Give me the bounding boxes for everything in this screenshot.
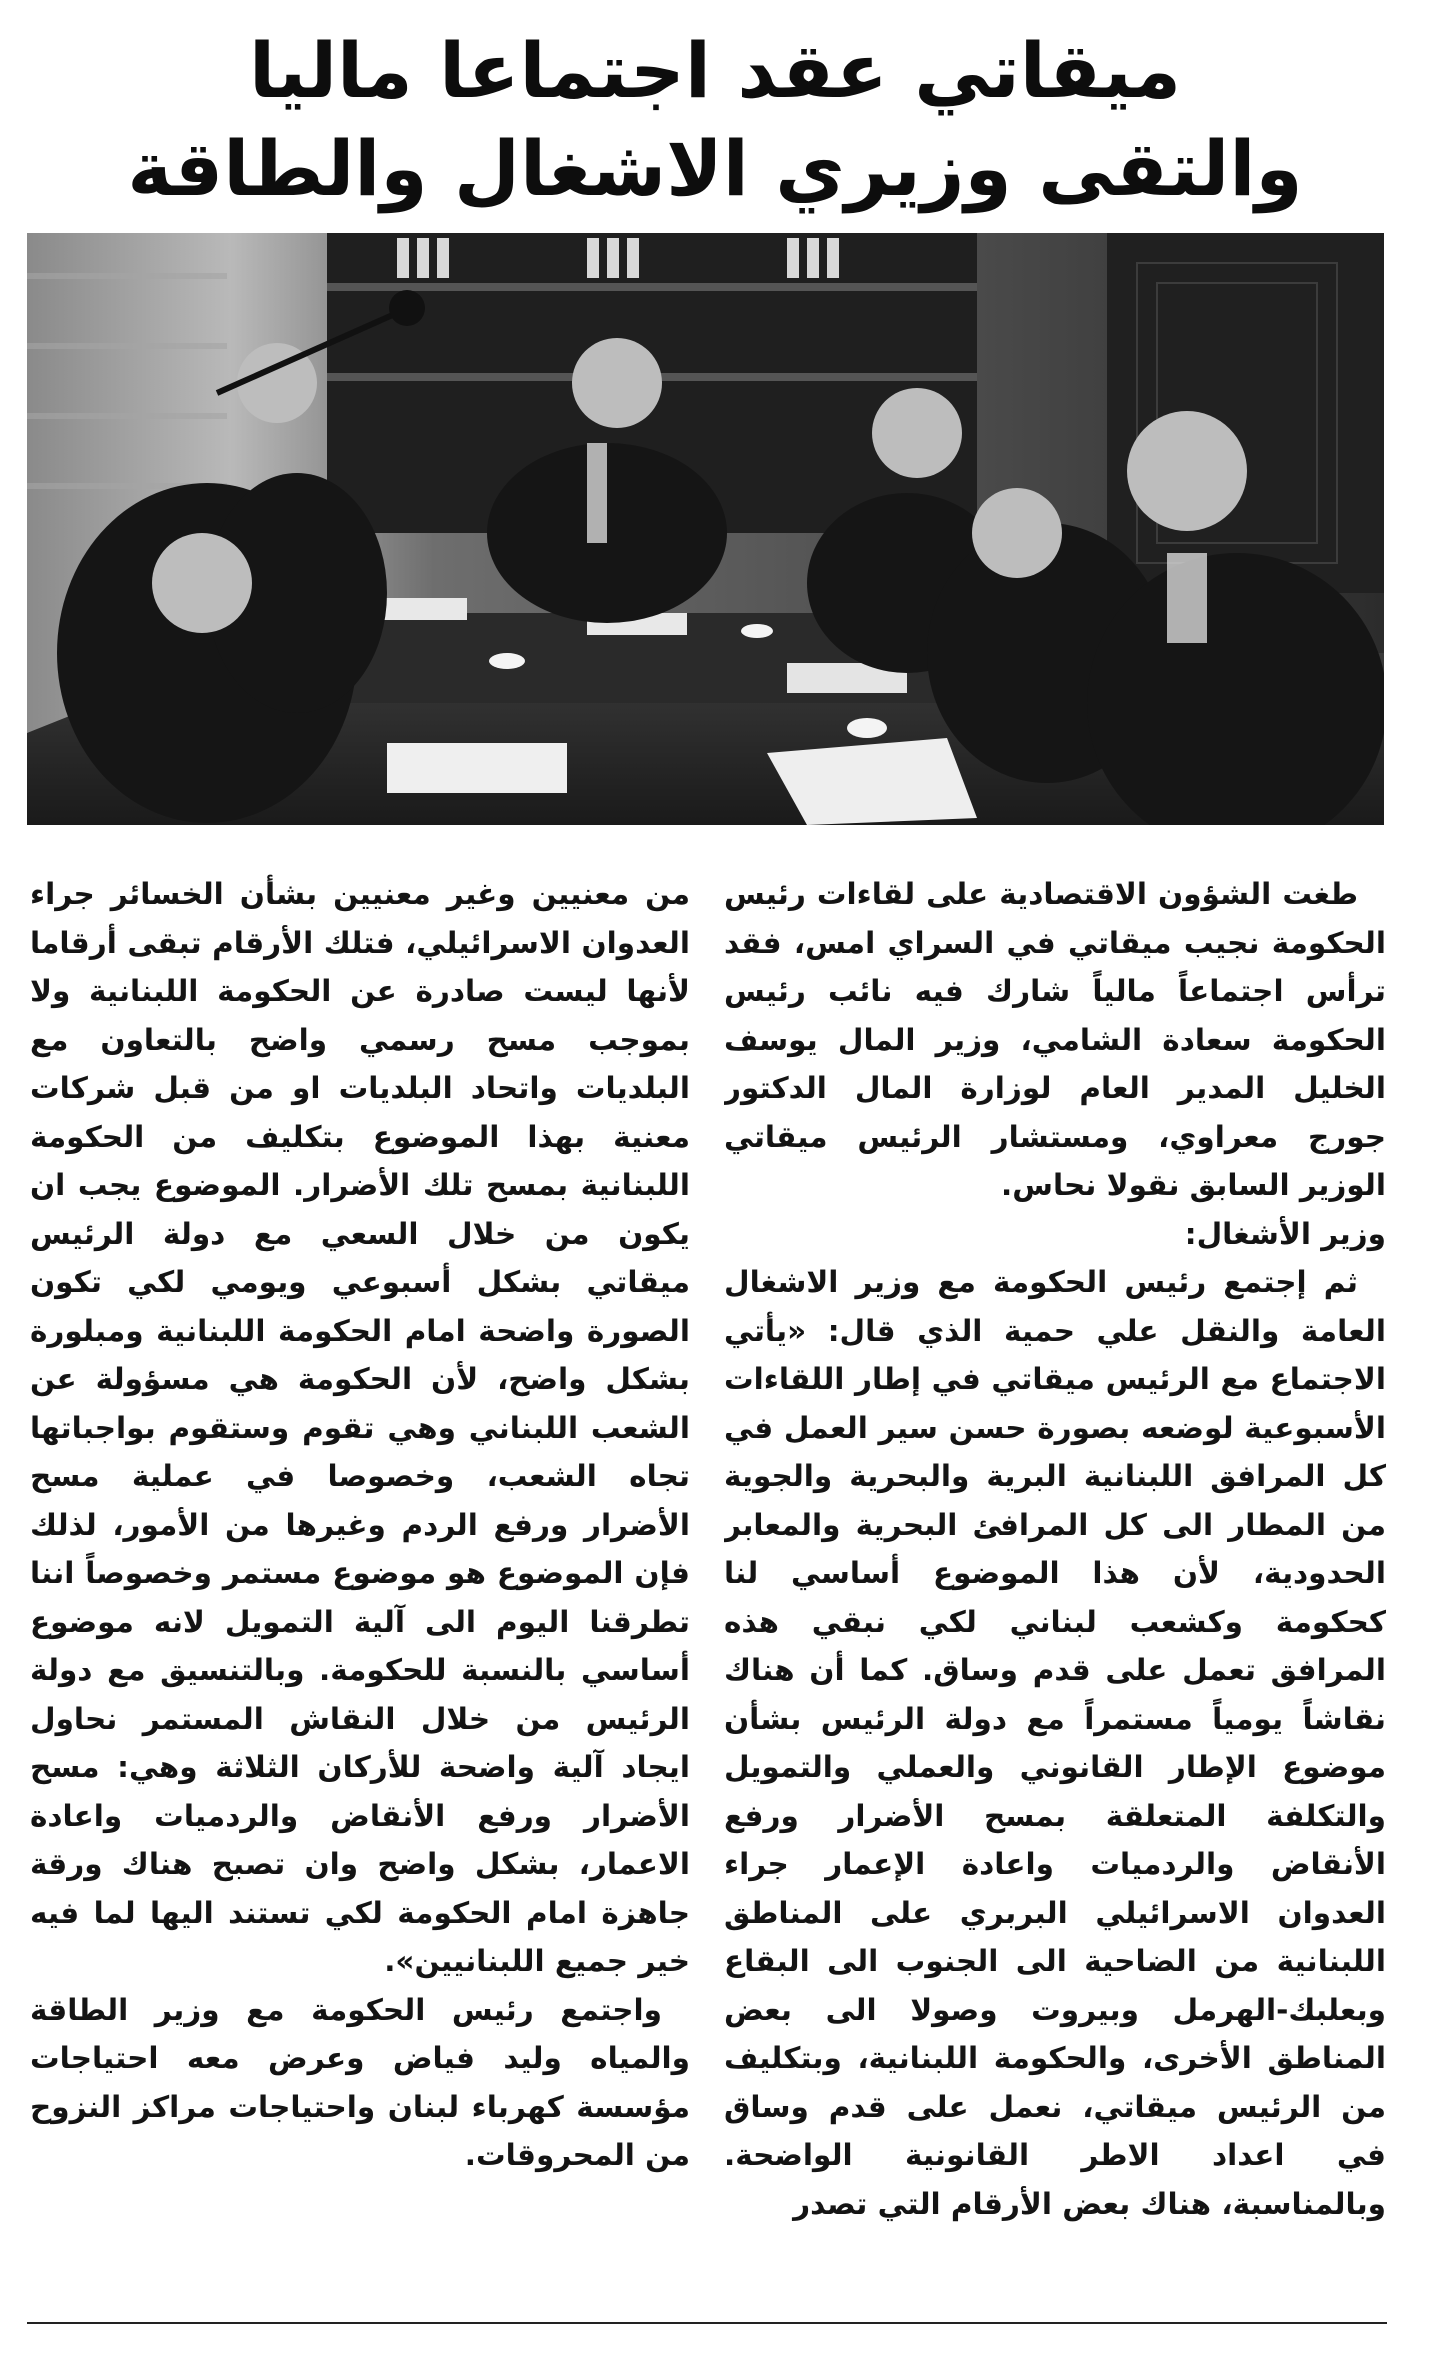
divider	[27, 2322, 1387, 2324]
article-photo	[27, 233, 1384, 825]
meeting-photo-illustration	[27, 233, 1384, 825]
article-column-left	[30, 870, 690, 2310]
subheading: وزير الأشغال:	[1184, 1216, 1386, 1251]
article-column-right	[724, 870, 1386, 2310]
paragraph: واجتمع رئيس الحكومة مع وزير الطاقة والمياه وليد فياض وعرض معه احتياجات مؤسسة كهرباء لبنان واحتياجات مراكز النزوح من المحروقات.	[30, 1992, 690, 2172]
paragraph: من معنيين وغير معنيين بشأن الخسائر جراء العدوان الاسرائيلي، فتلك الأرقام تبقى أرقاما لأنها ليست صادرة عن الحكومة اللبنانية ولا بموجب مسح رسمي واضح بالتعاون مع البلديات واتحاد البلديات او من قبل شركات معنية بهذا الموضوع بتكليف من الحكومة اللبنانية بمسح تلك الأضرار. الموضوع يجب ان يكون من خلال السعي مع دولة الرئيس ميقاتي بشكل أسبوعي ويومي لكي تكون الصورة واضحة امام الحكومة اللبنانية ومبلورة بشكل واضح، لأن الحكومة هي مسؤولة عن الشعب اللبناني وهي تقوم وستقوم بواجباتها تجاه الشعب، وخصوصا في عملية مسح الأضرار ورفع الردم وغيرها من الأمور، لذلك فإن الموضوع هو موضوع مستمر وخصوصاً اننا تطرقنا اليوم الى آلية التمويل لانه موضوع أساسي بالنسبة للحكومة. وبالتنسيق مع دولة الرئيس من خلال النقاش المستمر نحاول ايجاد آلية واضحة للأركان الثلاثة وهي: مسح الأضرار ورفع الأنقاض والردميات واعادة الاعمار، بشكل واضح وان تصبح هناك ورقة جاهزة امام الحكومة لكي تستند اليها لما فيه خير جميع اللبنانيين».	[30, 877, 690, 1978]
headline-line-2: والتقى وزيري الاشغال والطاقة	[127, 124, 1303, 213]
paragraph: طغت الشؤون الاقتصادية على لقاءات رئيس الحكومة نجيب ميقاتي في السراي امس، فقد ترأس اجتماعاً مالياً شارك فيه نائب رئيس الحكومة سعادة الشامي، وزير المال يوسف الخليل المدير العام لوزارة المال الدكتور جورج معراوي، ومستشار الرئيس ميقاتي الوزير السابق نقولا نحاس.	[724, 877, 1386, 1202]
paragraph: ثم إجتمع رئيس الحكومة مع وزير الاشغال العامة والنقل علي حمية الذي قال: «يأتي الاجتماع مع الرئيس ميقاتي في إطار اللقاءات الأسبوعية لوضعه بصورة حسن سير العمل في كل المرافق اللبنانية البرية والبحرية والجوية من المطار الى كل المرافئ البحرية والمعابر الحدودية، لأن هذا الموضوع أساسي لنا كحكومة وكشعب لبناني لكي نبقي هذه المرافق تعمل على قدم وساق. كما أن هناك نقاشاً يومياً مستمراً مع دولة الرئيس بشأن موضوع الإطار القانوني والعملي والتمويل والتكلفة المتعلقة بمسح الأضرار ورفع الأنقاض والردميات واعادة الإعمار جراء العدوان الاسرائيلي البربري على المناطق اللبنانية من الضاحية الى الجنوب الى البقاع وبعلبك-الهرمل وبيروت وصولا الى بعض المناطق الأخرى، والحكومة اللبنانية، وبتكليف من الرئيس ميقاتي، نعمل على قدم وساق في اعداد الاطر القانونية الواضحة. وبالمناسبة، هناك بعض الأرقام التي تصدر	[724, 1265, 1386, 2221]
headline-line-1: ميقاتي عقد اجتماعا ماليا	[248, 26, 1182, 115]
headline	[40, 22, 1390, 218]
